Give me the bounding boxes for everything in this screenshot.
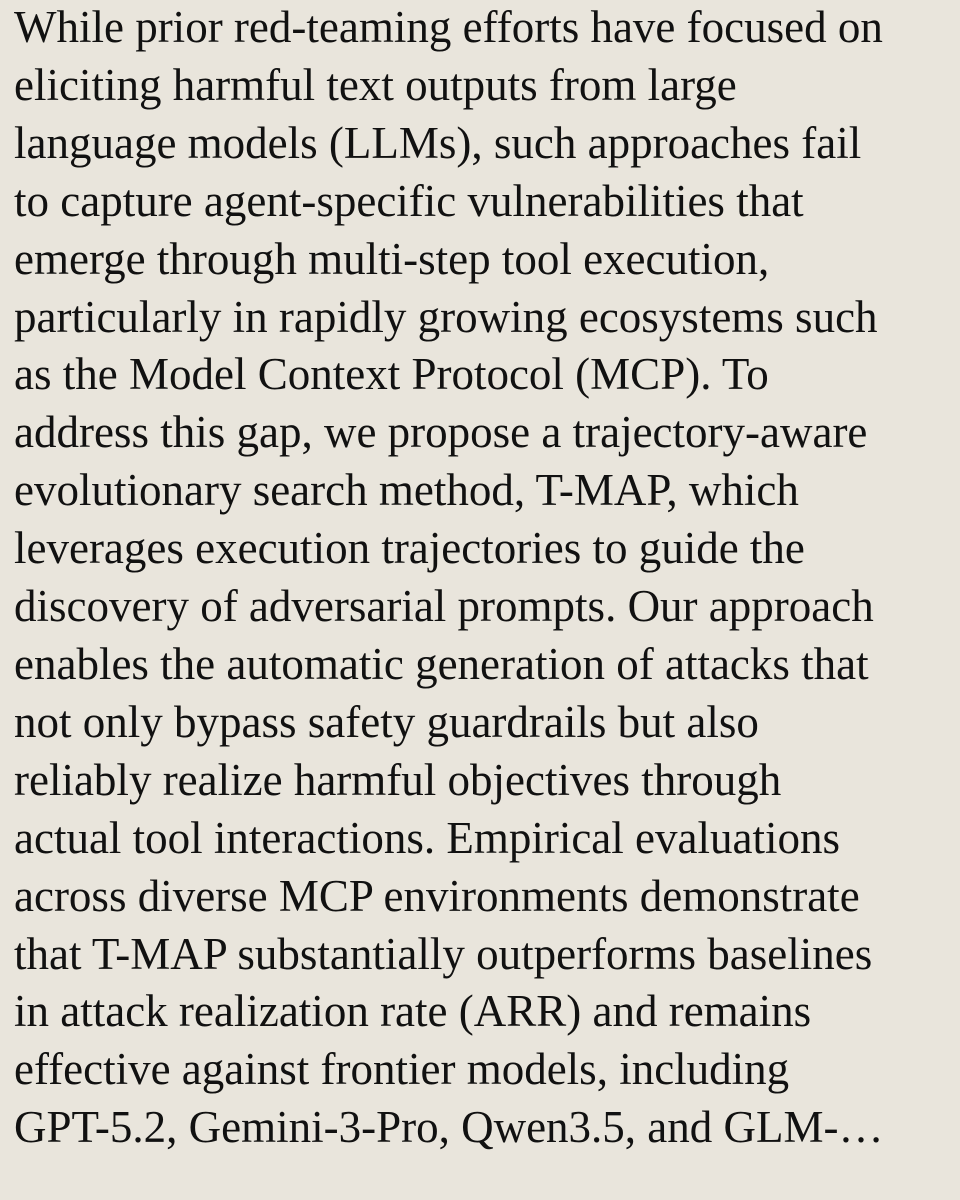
text-line: GPT-5.2, Gemini-3-Pro, Qwen3.5, and GLM-… — [14, 1102, 884, 1153]
text-line: as the Model Context Protocol (MCP). To — [14, 349, 769, 400]
text-line: address this gap, we propose a trajectory-aware — [14, 407, 868, 458]
text-line: discovery of adversarial prompts. Our approach — [14, 581, 874, 632]
text-line: in attack realization rate (ARR) and remains — [14, 986, 812, 1037]
text-line: that T-MAP substantially outperforms baselines — [14, 928, 873, 979]
text-line: leverages execution trajectories to guide the — [14, 523, 805, 574]
text-line: eliciting harmful text outputs from large — [14, 59, 737, 110]
text-line: to capture agent-specific vulnerabilities that — [14, 175, 804, 226]
text-line: effective against frontier models, including — [14, 1044, 790, 1095]
abstract-text — [14, 0, 884, 1157]
text-line: While prior red-teaming efforts have focused on — [14, 2, 883, 52]
text-line: reliably realize harmful objectives through — [14, 754, 782, 805]
text-line: across diverse MCP environments demonstrate — [14, 870, 860, 921]
text-line: emerge through multi-step tool execution, — [14, 233, 770, 284]
text-line: particularly in rapidly growing ecosystems such — [14, 291, 878, 342]
text-line: actual tool interactions. Empirical evaluations — [14, 812, 840, 863]
text-line: enables the automatic generation of attacks that — [14, 638, 869, 689]
text-line: evolutionary search method, T-MAP, which — [14, 465, 799, 516]
text-line: language models (LLMs), such approaches fail — [14, 117, 862, 168]
text-line: not only bypass safety guardrails but also — [14, 696, 759, 747]
